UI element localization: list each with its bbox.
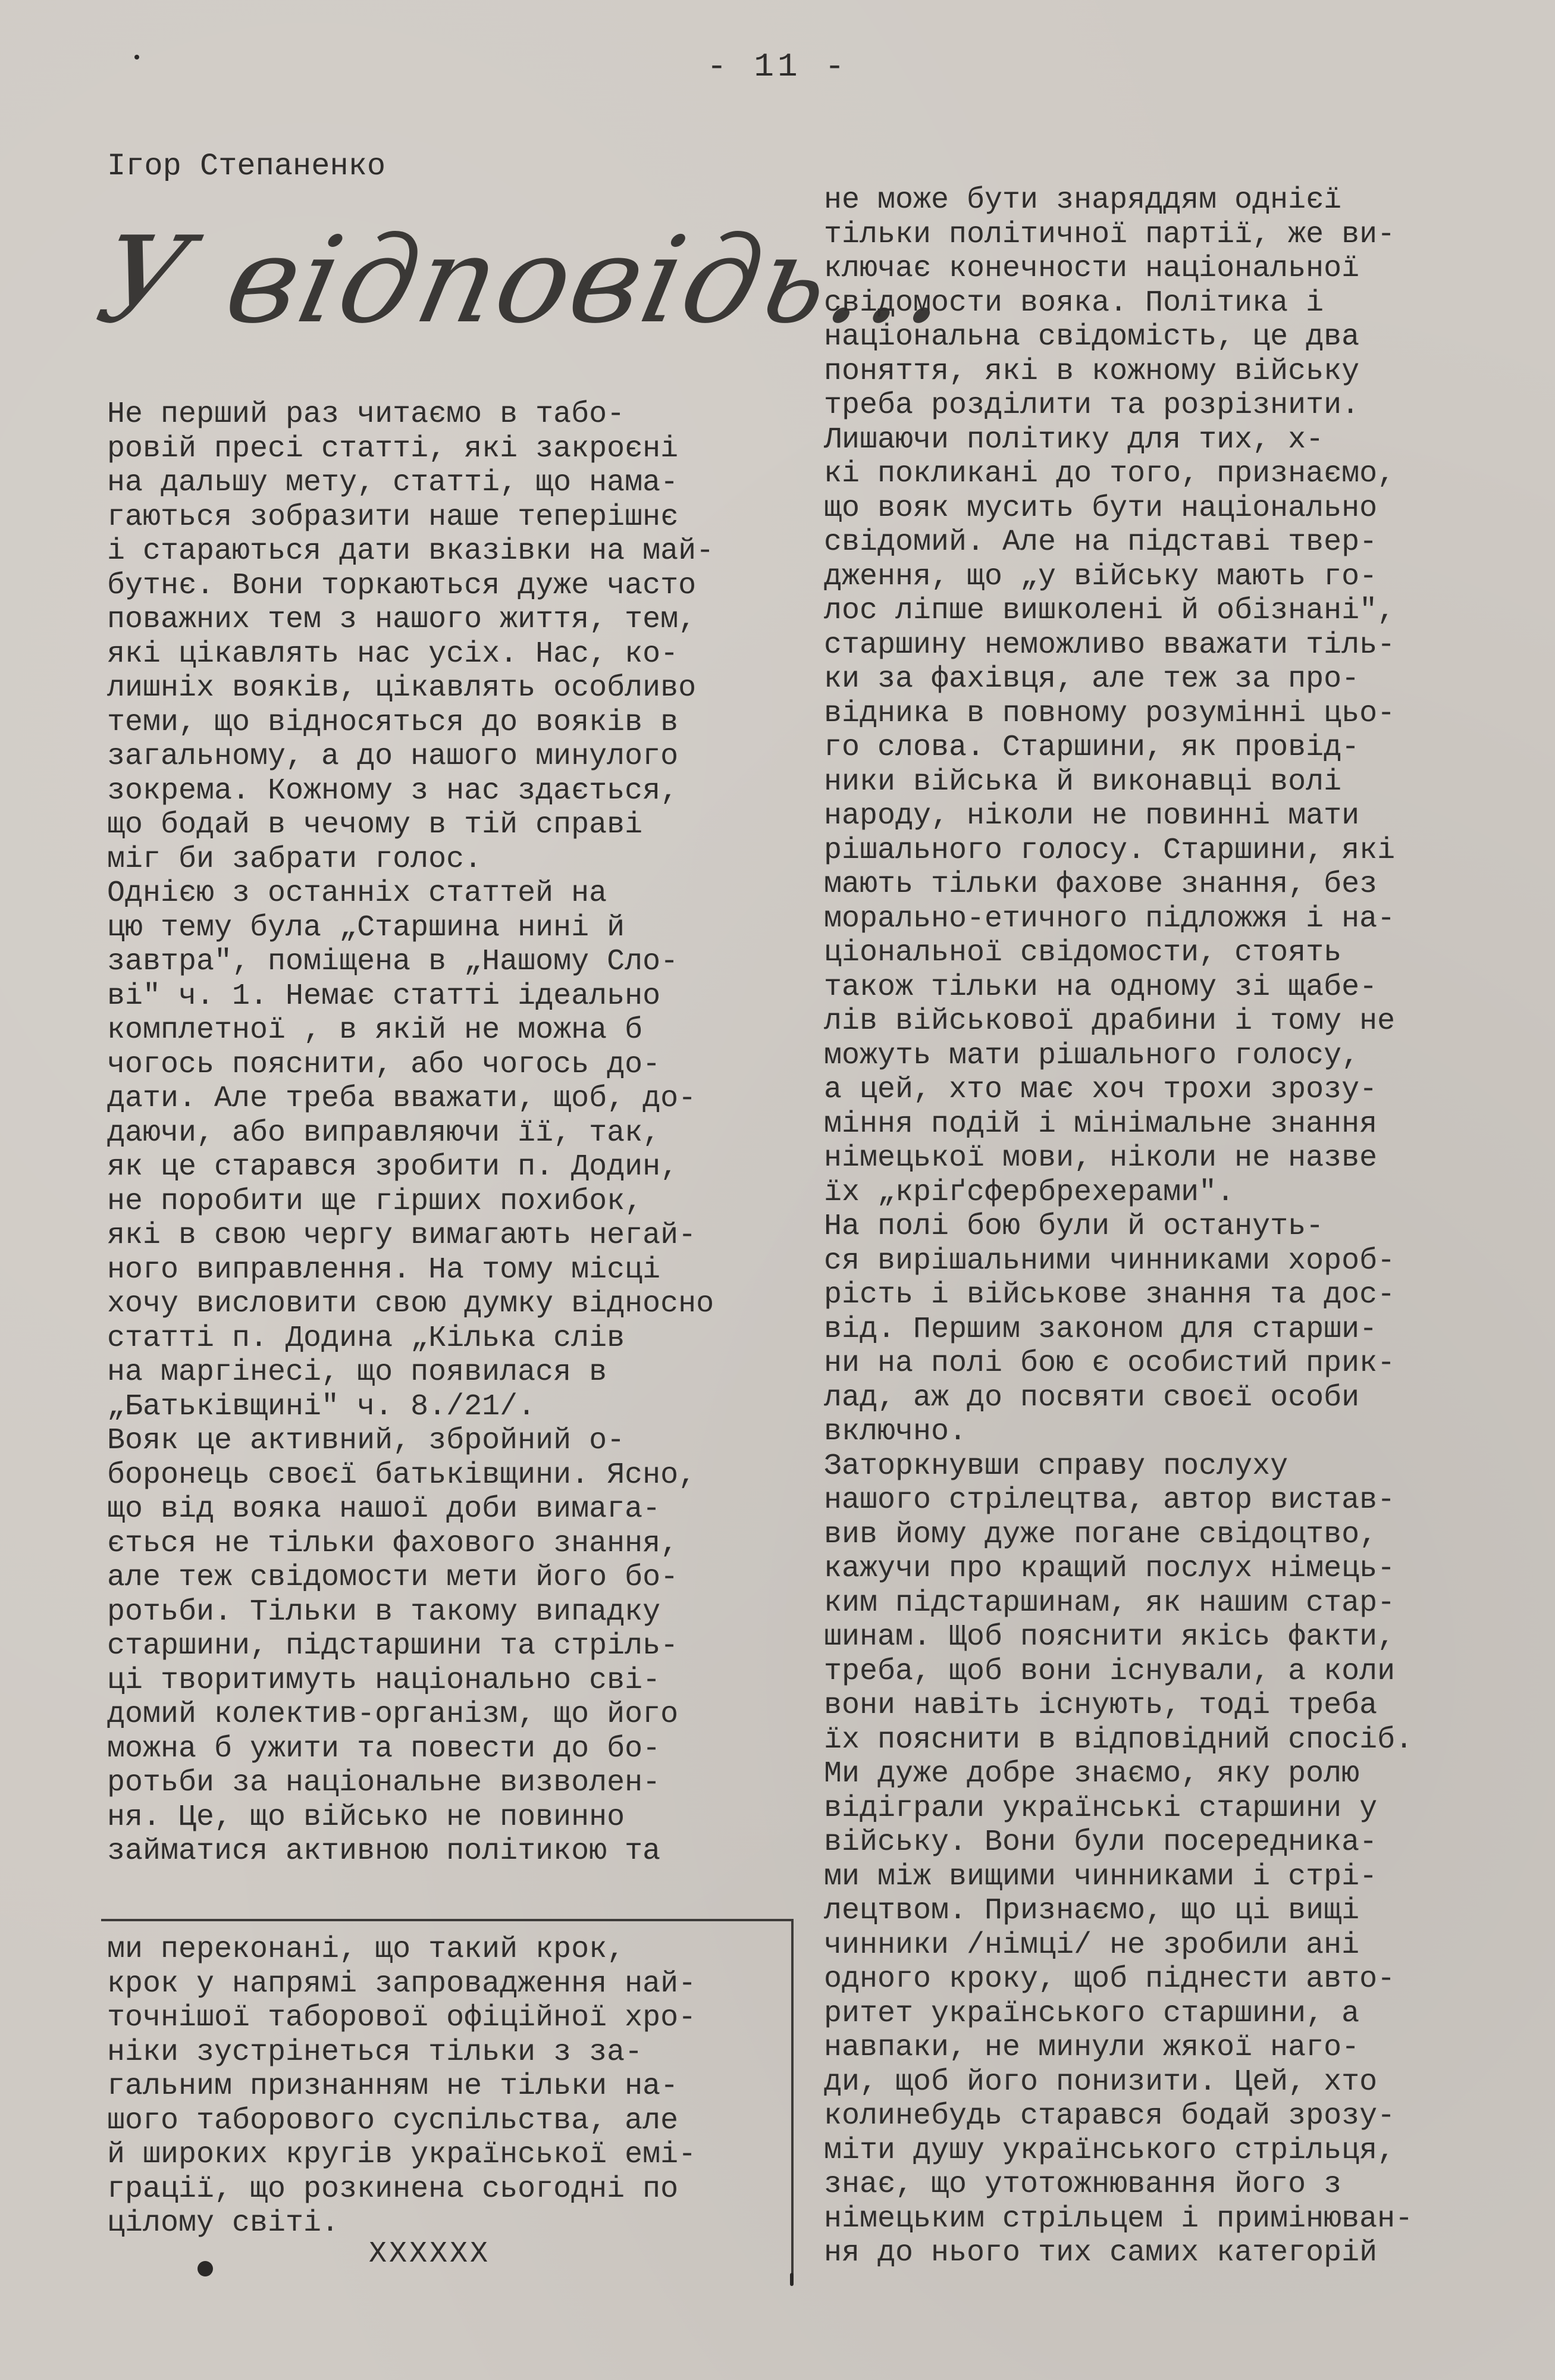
text-line: ми між вищими чинниками і стрі- [824,1859,1378,1894]
ink-blot [197,2261,213,2276]
text-line: завтра", поміщена в „Нашому Сло- [107,945,679,979]
text-line: ного виправлення. На тому місці [107,1252,661,1287]
page-number: - 11 - [707,48,848,86]
text-line: на дальшу мету, статті, що нама- [107,466,679,500]
text-line: німецьким стрільцем і примінюван- [824,2202,1413,2236]
ink-speck [790,2273,794,2286]
right-column [824,183,1520,2271]
text-line: ключає конечности національної [824,252,1360,286]
text-line: ми переконані, що такий крок, [107,1933,625,1966]
text-line: міг би забрати голос. [107,842,482,876]
text-line: дження, що „у війську мають го- [824,559,1378,594]
text-line: ротьби за національне визволен- [107,1766,661,1800]
text-line: нашого стрілецтва, автор вистав- [824,1483,1396,1517]
text-line: ється не тільки фахового знання, [107,1526,679,1561]
text-line: і стараються дати вказівки на май- [107,534,714,568]
text-line: старшину неможливо вважати тіль- [824,628,1396,662]
text-line: національна свідомість, це два [824,320,1360,354]
text-line: „Батьківщині" ч. 8./21/. [107,1389,536,1424]
text-line: шинам. Щоб пояснити якісь факти, [824,1620,1396,1654]
text-line: ровій пресі статті, які закроєні [107,431,679,466]
text-line: Ми дуже добре знаємо, яку ролю [824,1757,1360,1791]
text-line: мають тільки фахове знання, без [824,868,1378,901]
text-line: ротьби. Тільки в такому випадку [107,1595,661,1629]
text-line: чинники /німці/ не зробили ані [824,1928,1360,1962]
text-line: лецтвом. Признаємо, що ці вищі [824,1894,1360,1928]
text-line: ці творитимуть національно сві- [107,1663,661,1698]
text-line: Лишаючи політику для тих, х- [824,422,1324,457]
text-line: крок у напрямі запровадження най- [107,1966,697,2001]
text-line: вони навіть існують, тоді треба [824,1689,1378,1723]
text-line: які цікавлять нас усіх. Нас, ко- [107,637,679,671]
text-line: ніки зустрінеться тільки з за- [107,2035,643,2069]
text-line: й широких кругів української емі- [107,2138,697,2172]
text-line: Вояк це активний, збройний о- [107,1424,625,1458]
text-line: ся вирішальними чинниками хороб- [824,1244,1396,1278]
text-line: шого таборового суспільства, але [107,2103,679,2138]
text-line: кі покликані до того, признаємо, [824,457,1396,491]
text-line: ники війська й виконавці волі [824,765,1342,799]
text-line: міння подій і мінімальне знання [824,1107,1378,1141]
text-line: Однією з останніх статтей на [107,876,607,910]
text-line: Не перший раз читаємо в табо- [107,397,625,431]
text-line: на маргінесі, що появилася в [107,1355,607,1389]
text-line: одного кроку, щоб піднести авто- [824,1962,1396,1996]
text-line: відіграли українські старшини у [824,1791,1378,1825]
text-line: ди, щоб його понизити. Цей, хто [824,2065,1378,2099]
text-line: німецької мови, ніколи не назве [824,1141,1378,1175]
text-line: боронець своєї батьківщини. Ясно, [107,1458,697,1492]
text-line: поважних тем з нашого життя, тем, [107,603,697,637]
text-line: не поробити ще гірших похибок, [107,1184,643,1219]
text-line: ціональної свідомости, стоять [824,936,1342,970]
text-line: їх пояснити в відповідний спосіб. [824,1723,1413,1757]
text-line: ня до нього тих самих категорій [824,2236,1378,2270]
text-line: ки за фахівця, але теж за про- [824,662,1360,696]
text-line: статті п. Додина „Кілька слів [107,1321,625,1355]
text-line: чогось пояснити, або чогось до- [107,1047,661,1082]
text-line: Заторкнувши справу послуху [824,1449,1288,1483]
boxed-note [107,1933,696,2241]
text-line: лів військової драбини і тому не [824,1004,1396,1038]
text-line: також тільки на одному зі щабе- [824,970,1378,1004]
text-line: ня. Це, що військо не повинно [107,1800,625,1834]
text-line: як це старався зробити п. Додин, [107,1150,679,1184]
text-line: тільки політичної партії, же ви- [824,217,1396,252]
text-line: можуть мати рішального голосу, [824,1038,1360,1073]
text-line: гальним признанням не тільки на- [107,2069,679,2103]
text-line: кажучи про кращий послух німець- [824,1552,1396,1586]
article-title: У відповідь... [86,211,965,350]
text-line: хочу висловити свою думку відносно [107,1287,714,1321]
text-line: морально-етичного підложжя і на- [824,901,1396,936]
text-line: можна б ужити та повести до бо- [107,1731,661,1766]
text-line: а цей, хто має хоч трохи зрозу- [824,1073,1378,1107]
text-line: знає, що утотожнювання його з [824,2168,1342,2202]
text-line: домий колектив-організм, що його [107,1698,679,1731]
separator-mark: ХХХХХХ [369,2237,491,2271]
text-line: ритет українського старшини, а [824,1996,1360,2031]
text-line: загальному, а до нашого минулого [107,740,679,774]
text-line: лад, аж до посвяти своєї особи [824,1380,1360,1415]
text-line: займатися активною політикою та [107,1834,661,1868]
text-line: їх „кріґсфербрехерами". [824,1175,1235,1210]
text-line: зокрема. Кожному з нас здається, [107,774,679,808]
text-line: відника в повному розумінні цьо- [824,696,1396,731]
text-line: рішального голосу. Старшини, які [824,833,1396,868]
text-line: старшини, підстаршини та стріль- [107,1629,679,1663]
text-line: цю тему була „Старшина нині й [107,910,625,945]
text-line: треба розділити та розрізнити. [824,389,1360,422]
text-line: поняття, які в кожному війську [824,354,1360,389]
text-line: грації, що розкинена сьогодні по [107,2172,679,2206]
text-line: які в свою чергу вимагають негай- [107,1219,697,1252]
text-line: го слова. Старшини, як провід- [824,731,1360,765]
text-line: включно. [824,1415,967,1449]
text-line: від. Першим законом для старши- [824,1312,1378,1346]
text-line: лишніх вояків, цікавлять особливо [107,671,697,705]
text-line: колинебудь старався бодай зрозу- [824,2099,1396,2133]
text-line: свідомий. Але на підставі твер- [824,525,1378,559]
text-line: ким підстаршинам, як нашим стар- [824,1586,1396,1620]
text-line: що від вояка нашої доби вимага- [107,1492,661,1526]
text-line: рість і військове знання та дос- [824,1278,1396,1312]
text-line: гаються зобразити наше теперішнє [107,500,679,534]
text-line: треба, щоб вони існували, а коли [824,1654,1396,1689]
text-line: лос ліпше вишколені й обізнані", [824,594,1396,628]
ink-speck [134,55,139,60]
text-line: не може бути знаряддям однієї [824,183,1342,217]
text-line: теми, що відносяться до вояків в [107,705,679,740]
left-column [107,397,803,1869]
text-line: точнішої таборової офіційної хро- [107,2001,697,2035]
text-line: дати. Але треба вважати, щоб, до- [107,1082,697,1116]
text-line: свідомости вояка. Політика і [824,286,1324,320]
text-line: комплетної , в якій не можна б [107,1013,643,1047]
text-line: вив йому дуже погане свідоцтво, [824,1517,1378,1552]
author-name: Ігор Степаненко [107,149,386,184]
text-line: міти душу українського стрільця, [824,2133,1396,2168]
text-line: що бодай в чечому в тій справі [107,808,643,842]
text-line: що вояк мусить бути національно [824,491,1378,525]
text-line: війську. Вони були посередника- [824,1825,1378,1859]
text-line: бутнє. Вони торкаються дуже часто [107,568,697,603]
text-line: цілому світі. [107,2206,340,2240]
text-line: ни на полі бою є особистий прик- [824,1346,1396,1380]
text-line: ві" ч. 1. Немає статті ідеально [107,979,661,1013]
text-line: На полі бою були й остануть- [824,1210,1324,1244]
text-line: даючи, або виправляючи її, так, [107,1116,661,1150]
text-line: навпаки, не минули жякої наго- [824,2031,1360,2065]
text-line: народу, ніколи не повинні мати [824,799,1360,833]
text-line: але теж свідомости мети його бо- [107,1561,679,1595]
